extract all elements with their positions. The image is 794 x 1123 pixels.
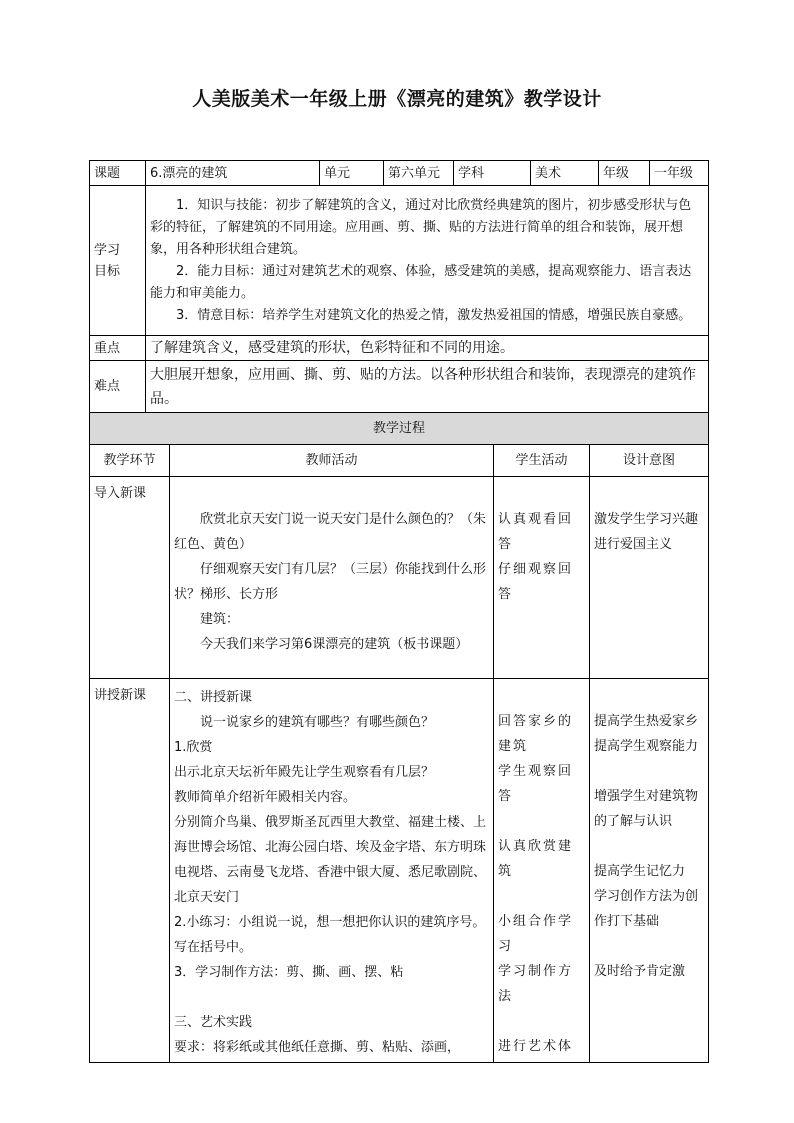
teacher-line: 出示北京天坛祈年殿先让学生观察看有几层？ [174, 765, 435, 780]
intent-line [594, 934, 704, 959]
intent-line: 提高学生热爱家乡 [594, 714, 699, 729]
intent-line: 学习创作方法为创作打下基础 [594, 889, 699, 929]
objective-item-1: 1．知识与技能：初步了解建筑的含义，通过对比欣赏经典建筑的图片，初步感受形状与色彩的特征，了解建筑的不同用途。应用画、剪、撕、贴的方法进行简单的组合和装饰，展开想象，用各种形状组合建筑。 [150, 197, 692, 257]
student-line [498, 884, 585, 909]
process-header: 教学过程 [90, 413, 709, 445]
difficulties-row [90, 361, 709, 413]
intent-line: 提高学生记忆力 [594, 864, 686, 879]
process-table [89, 412, 709, 1063]
teacher-activity-new [170, 679, 494, 1063]
student-line: 回答家乡的建筑 [498, 714, 574, 754]
intent-line: 提高学生观察能力 [594, 739, 699, 754]
intent-new [590, 679, 709, 1063]
document-title: 人美版美术一年级上册《漂亮的建筑》教学设计 [192, 88, 602, 110]
subject-value: 美术 [531, 161, 599, 186]
key-points-row [90, 336, 709, 361]
teacher-line: 今天我们来学习第6课漂亮的建筑（板书课题） [174, 637, 469, 652]
teacher-line: 要求：将彩纸或其他纸任意撕、剪、粘贴、添画， [174, 1040, 461, 1055]
student-line: 学生观察回答 [498, 764, 574, 804]
col-student: 学生活动 [494, 445, 590, 477]
objectives-content [146, 186, 709, 336]
intent-line [594, 834, 704, 859]
stage-intro: 导入新课 [90, 477, 170, 679]
col-teacher: 教师活动 [170, 445, 494, 477]
info-row [90, 161, 709, 186]
teacher-line: 3．学习制作方法：剪、撕、画、摆、粘 [174, 965, 404, 980]
teacher-line: 三、艺术实践 [174, 1015, 253, 1030]
student-line: 仔细观察回答 [498, 562, 574, 602]
student-activity-new [494, 679, 590, 1063]
grade-label: 年级 [599, 161, 650, 186]
key-points-text: 了解建筑含义，感受建筑的形状，色彩特征和不同的用途。 [146, 336, 709, 361]
student-activity-intro [494, 477, 590, 679]
teacher-line: 2.小练习：小组说一说，想一想把你认识的建筑序号。写在括号中。 [174, 915, 486, 955]
col-stage: 教学环节 [90, 445, 170, 477]
teacher-line: 说一说家乡的建筑有哪些？有哪些颜色？ [174, 715, 435, 730]
student-line: 认真观看回答 [498, 512, 574, 552]
key-points-label: 重点 [90, 336, 146, 361]
student-line: 进行艺术体 [498, 1039, 574, 1054]
intent-intro [590, 477, 709, 679]
new-lesson-row [90, 679, 709, 1063]
info-table [89, 160, 709, 413]
unit-label: 单元 [320, 161, 384, 186]
teacher-line: 分别简介鸟巢、俄罗斯圣瓦西里大教堂、福建土楼、上海世博会场馆、北海公园白塔、埃及金字塔、东方明珠电视塔、云南曼飞龙塔、香港中银大厦、悉尼歌剧院、北京天安门 [174, 815, 487, 905]
student-line: 小组合作学习 [498, 914, 574, 954]
teacher-line: 教师简单介绍祈年殿相关内容。 [174, 790, 357, 805]
student-line [498, 1009, 585, 1034]
intent-line: 增强学生对建筑物的了解与认识 [594, 789, 699, 829]
objective-item-2: 2．能力目标：通过对建筑艺术的观察、体验，感受建筑的美感，提高观察能力、语言表达能力和审美能力。 [150, 263, 692, 301]
student-line: 学习制作方法 [498, 964, 574, 1004]
teacher-line: 欣赏北京天安门说一说天安门是什么颜色的？（朱红色、黄色） [174, 512, 487, 552]
topic-value: 6.漂亮的建筑 [146, 161, 320, 186]
teacher-line: 仔细观察天安门有几层？（三层）你能找到什么形状？梯形、长方形 [174, 562, 487, 602]
col-intent: 设计意图 [590, 445, 709, 477]
teacher-line: 1.欣赏 [174, 740, 213, 755]
grade-value: 一年级 [650, 161, 709, 186]
topic-label: 课题 [90, 161, 146, 186]
teacher-activity-intro [170, 477, 494, 679]
intent-line: 及时给予肯定激 [594, 964, 686, 979]
student-line: 认真欣赏建筑 [498, 839, 574, 879]
intro-row [90, 477, 709, 679]
difficulties-label: 难点 [90, 361, 146, 413]
column-header-row [90, 445, 709, 477]
objectives-label: 学习 目标 [90, 186, 146, 336]
teacher-line: 建筑： [174, 612, 240, 627]
intent-line: 进行爱国主义 [594, 537, 673, 552]
teacher-line [174, 985, 489, 1010]
student-line [498, 809, 585, 834]
objective-item-3: 3．情意目标：培养学生对建筑文化的热爱之情，激发热爱祖国的情感，增强民族自豪感。 [176, 307, 692, 323]
unit-value: 第六单元 [384, 161, 454, 186]
intent-line [594, 759, 704, 784]
stage-new-lesson: 讲授新课 [90, 679, 170, 1063]
process-header-row [90, 413, 709, 445]
intent-line: 激发学生学习兴趣 [594, 512, 699, 527]
subject-label: 学科 [454, 161, 531, 186]
difficulties-text: 大胆展开想象，应用画、撕、剪、贴的方法。以各种形状组合和装饰，表现漂亮的建筑作品。 [146, 361, 709, 413]
objectives-row [90, 186, 709, 336]
teacher-line: 二、讲授新课 [174, 690, 253, 705]
